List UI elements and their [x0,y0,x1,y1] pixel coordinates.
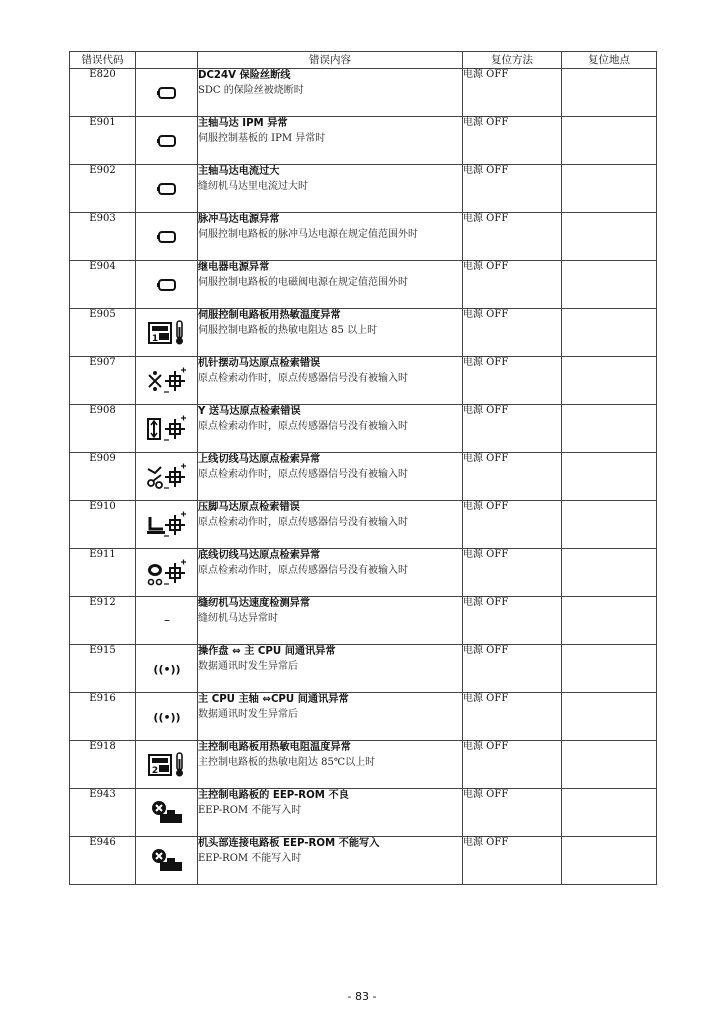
reset-location [562,693,657,741]
error-detail: 伺服控制电路板的脉冲马达电源在规定值范围外时 [198,229,418,240]
svg-text:((•)): ((•)) [152,662,181,676]
reset-location [562,309,657,357]
reset-location [562,453,657,501]
reset-method: 电源 OFF [463,309,562,357]
error-code: E820 [70,69,136,117]
error-content [198,213,463,261]
table-row [70,69,657,117]
reset-method: 电源 OFF [463,213,562,261]
table-row [70,261,657,309]
error-content [198,165,463,213]
table-row [70,117,657,165]
error-content [198,69,463,117]
reset-location [562,645,657,693]
icon-cell [136,501,198,549]
error-code: E911 [70,549,136,597]
icon-cell [136,117,198,165]
reset-location [562,357,657,405]
svg-text:1: 1 [151,333,158,344]
reset-method: 电源 OFF [463,693,562,741]
error-title: 脉冲马达电源异常 [198,214,280,225]
error-detail: 主控制电路板的热敏电阻达 85℃以上时 [198,757,376,768]
table-row [70,357,657,405]
error-detail: 原点检索动作时，原点传感器信号没有被输入时 [198,565,408,576]
reset-location [562,213,657,261]
table-row [70,597,657,645]
reset-method: 电源 OFF [463,453,562,501]
error-title: 主控制电路板的 EEP-ROM 不良 [198,790,349,801]
error-code-table [69,51,657,885]
reset-method: 电源 OFF [463,741,562,789]
reset-method: 电源 OFF [463,789,562,837]
error-title: 主轴马达电流过大 [198,166,280,177]
error-title: 操作盘 ⇔ 主 CPU 间通讯异常 [198,646,336,657]
error-code: E908 [70,405,136,453]
error-code: E902 [70,165,136,213]
table-row [70,741,657,789]
header-error-code: 错误代码 [70,52,136,69]
reset-method: 电源 OFF [463,357,562,405]
error-detail: 原点检索动作时，原点传感器信号没有被输入时 [198,421,408,432]
icon-cell [136,645,198,693]
table-row [70,837,657,885]
error-content [198,501,463,549]
header-error-content: 错误内容 [198,52,463,69]
error-content [198,405,463,453]
error-title: 机头部连接电路板 EEP-ROM 不能写入 [198,838,380,849]
table-row [70,693,657,741]
table-header-row [70,52,657,69]
reset-method: 电源 OFF [463,165,562,213]
error-detail: 原点检索动作时，原点传感器信号没有被输入时 [198,469,408,480]
icon-cell [136,693,198,741]
error-detail: 原点检索动作时，原点传感器信号没有被输入时 [198,373,408,384]
error-content [198,549,463,597]
error-content [198,741,463,789]
reset-location [562,837,657,885]
error-code: E905 [70,309,136,357]
table-row [70,549,657,597]
header-reset-location: 复位地点 [562,52,657,69]
reset-location [562,597,657,645]
error-title: 主控制电路板用热敏电阻温度异常 [198,742,351,753]
error-title: 上线切线马达原点检索异常 [198,454,321,465]
svg-text:–: – [163,615,170,626]
error-title: Y 送马达原点检索错误 [198,406,301,417]
error-code: E907 [70,357,136,405]
error-content [198,261,463,309]
error-detail: SDC 的保险丝被烧断时 [198,85,304,96]
icon-cell [136,837,198,885]
error-code: E901 [70,117,136,165]
reset-method: 电源 OFF [463,261,562,309]
reset-location [562,549,657,597]
svg-text:((•)): ((•)) [152,710,181,724]
error-content [198,453,463,501]
icon-cell [136,741,198,789]
error-title: 底线切线马达原点检索异常 [198,550,321,561]
page-number: - 83 - [347,990,377,1003]
error-detail: 数据通讯时发生异常后 [198,661,298,672]
error-title: 缝纫机马达速度检测异常 [198,598,311,609]
icon-cell [136,69,198,117]
reset-location [562,741,657,789]
icon-cell [136,789,198,837]
error-title: 压脚马达原点检索错误 [198,502,300,513]
table-row [70,213,657,261]
reset-method: 电源 OFF [463,405,562,453]
reset-location [562,789,657,837]
reset-method: 电源 OFF [463,837,562,885]
error-code: E916 [70,693,136,741]
error-title: DC24V 保险丝断线 [198,70,291,81]
error-code: E903 [70,213,136,261]
table-row [70,501,657,549]
icon-cell [136,405,198,453]
reset-location [562,69,657,117]
reset-method: 电源 OFF [463,549,562,597]
icon-cell [136,261,198,309]
error-code: E909 [70,453,136,501]
error-code: E904 [70,261,136,309]
error-detail: 伺服控制电路板的热敏电阻达 85 以上时 [198,325,378,336]
error-detail: EEP-ROM 不能写入时 [198,853,302,864]
icon-cell [136,165,198,213]
error-content [198,357,463,405]
error-content [198,837,463,885]
table-row [70,645,657,693]
header-icon [136,52,198,69]
table-row [70,165,657,213]
error-code: E912 [70,597,136,645]
error-title: 伺服控制电路板用热敏温度异常 [198,310,341,321]
error-content [198,693,463,741]
table-row [70,789,657,837]
error-detail: 数据通讯时发生异常后 [198,709,298,720]
error-detail: 伺服控制电路板的电磁阀电源在规定值范围外时 [198,277,408,288]
table-row [70,309,657,357]
reset-location [562,501,657,549]
reset-method: 电源 OFF [463,117,562,165]
table-row [70,405,657,453]
error-code: E915 [70,645,136,693]
reset-method: 电源 OFF [463,597,562,645]
error-code: E943 [70,789,136,837]
error-detail: 原点检索动作时，原点传感器信号没有被输入时 [198,517,408,528]
reset-location [562,165,657,213]
svg-text:2: 2 [151,765,158,776]
error-title: 继电器电源异常 [198,262,270,273]
icon-cell [136,597,198,645]
error-code: E946 [70,837,136,885]
error-detail: 缝纫机马达里电流过大时 [198,181,308,192]
reset-method: 电源 OFF [463,69,562,117]
error-content [198,789,463,837]
icon-cell [136,213,198,261]
error-content [198,597,463,645]
error-detail: EEP-ROM 不能写入时 [198,805,302,816]
reset-location [562,117,657,165]
icon-cell [136,549,198,597]
error-title: 主轴马达 IPM 异常 [198,118,288,129]
error-detail: 伺服控制基板的 IPM 异常时 [198,133,326,144]
icon-cell [136,453,198,501]
reset-method: 电源 OFF [463,501,562,549]
table-row [70,453,657,501]
error-code: E918 [70,741,136,789]
error-code: E910 [70,501,136,549]
icon-cell [136,309,198,357]
error-content [198,309,463,357]
icon-cell [136,357,198,405]
reset-method: 电源 OFF [463,645,562,693]
error-detail: 缝纫机马达异常时 [198,613,278,624]
error-title: 主 CPU 主轴 ⇔CPU 间通讯异常 [198,694,349,705]
header-reset-method: 复位方法 [463,52,562,69]
reset-location [562,261,657,309]
error-content [198,117,463,165]
reset-location [562,405,657,453]
error-title: 机针摆动马达原点检索错误 [198,358,321,369]
error-content [198,645,463,693]
